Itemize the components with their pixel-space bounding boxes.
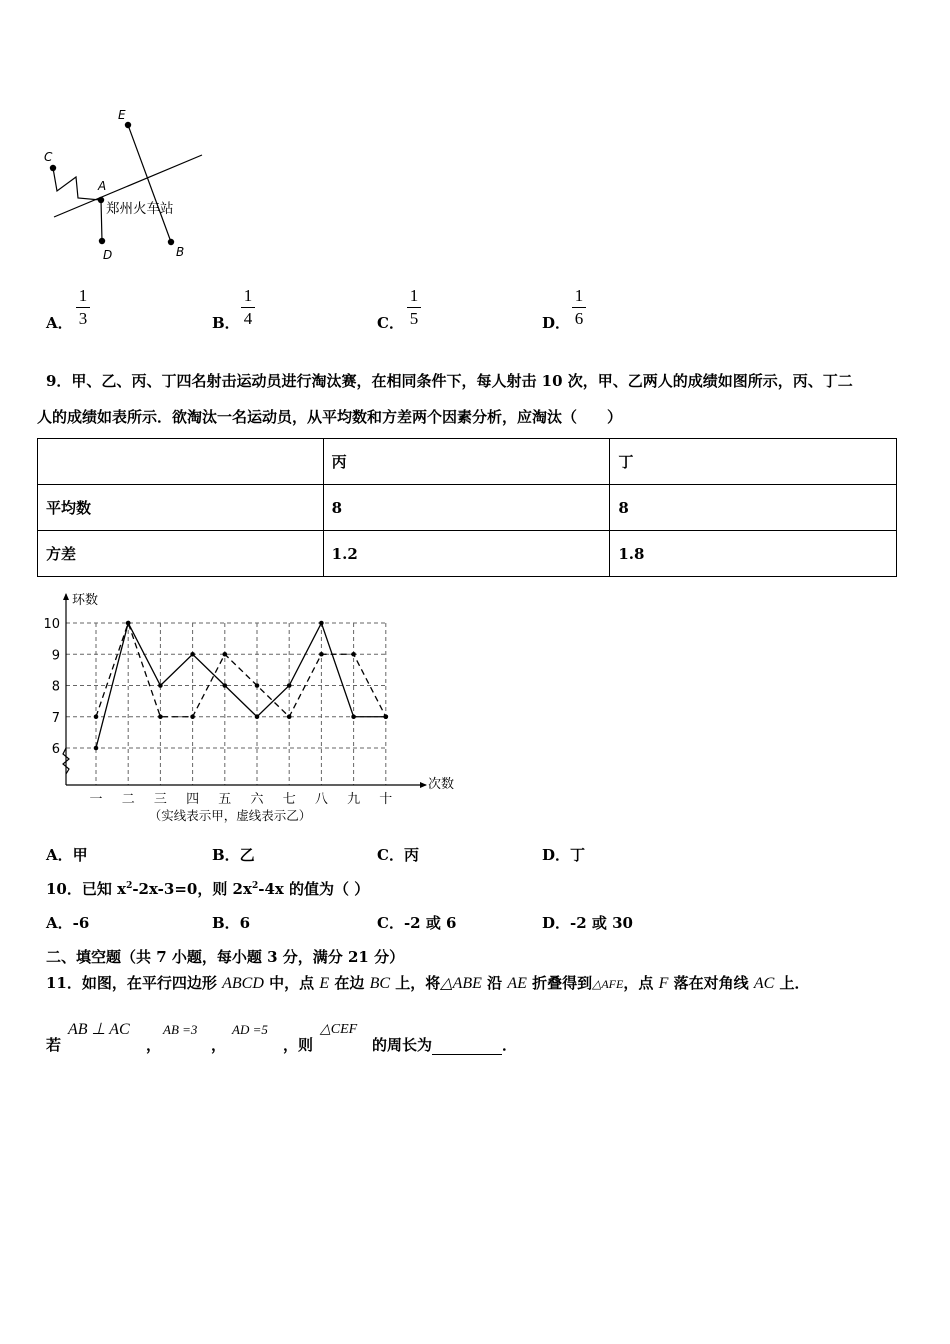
answer-blank[interactable] [432, 1039, 502, 1055]
label-e: E [118, 108, 126, 122]
q11-text: ， [211, 1036, 227, 1054]
q8-fraction-a: 1 3 [76, 286, 90, 329]
q8-fraction-d: 1 6 [572, 286, 586, 329]
q9-stem-line1: 9．甲、乙、丙、丁四名射击运动员进行淘汰赛，在相同条件下，每人射击 10 次，甲、乙两人的成绩如图所示，丙、丁二 [46, 372, 853, 390]
data-point [319, 652, 324, 657]
q8-choice-c[interactable]: C． [377, 314, 404, 332]
data-point [190, 714, 195, 719]
label-d: D [103, 248, 113, 262]
data-point [255, 714, 260, 719]
q11-math: △ABE [440, 975, 482, 992]
table-cell: 1.2 [323, 531, 610, 577]
data-point [287, 714, 292, 719]
q8-choice-a[interactable]: A． [46, 314, 73, 332]
x-tick-label: 五 [218, 792, 232, 807]
q11-math: F [658, 975, 669, 992]
data-point [287, 683, 292, 688]
x-tick-label: 四 [186, 792, 200, 807]
q11-condition-ad: AD =5 [232, 1022, 268, 1037]
x-tick-label: 十 [379, 792, 393, 807]
x-tick-label: 一 [89, 792, 103, 807]
q11-math: E [319, 975, 330, 992]
point-e-dot [125, 122, 131, 128]
q11-text: 上，将 [390, 974, 441, 992]
data-point [319, 621, 324, 626]
q10-expr: x [117, 880, 127, 898]
series-line-yi [96, 623, 386, 717]
q10-choice-b[interactable]: B．6 [212, 914, 251, 932]
y-tick-label: 6 [51, 742, 60, 757]
q11-text: ，点 [623, 974, 659, 992]
data-point [384, 714, 389, 719]
x-axis-label: 次数 [428, 777, 455, 792]
q10-exponent: 2 [126, 881, 133, 891]
q11-text: 若 [46, 1036, 62, 1054]
q10-prefix: 10．已知 [46, 880, 118, 898]
q11-stem-line1 [46, 972, 810, 993]
q8-fraction-c: 1 5 [407, 286, 421, 329]
data-point [351, 652, 356, 657]
x-axis-arrow [420, 782, 427, 788]
q10-exponent: 2 [251, 881, 259, 891]
table-row [38, 439, 897, 485]
data-point [94, 746, 99, 751]
label-c: C [44, 150, 53, 164]
q11-text: 11．如图，在平行四边形 [46, 974, 223, 992]
q11-triangle-cef: △CEF [320, 1022, 358, 1037]
q11-condition-perpendicular: AB ⊥ AC [68, 1021, 130, 1038]
y-tick-label: 8 [51, 679, 60, 695]
q11-math: ABCD [222, 975, 264, 992]
q10-choice-c[interactable]: C．-2 或 6 [377, 914, 457, 932]
q11-math: AE [507, 975, 527, 992]
table-header-ding: 丁 [610, 439, 897, 485]
label-b: B [176, 245, 185, 259]
x-tick-label: 六 [250, 792, 264, 807]
data-point [126, 621, 131, 626]
q11-text: 的周长为 [372, 1036, 433, 1054]
table-cell: 8 [323, 485, 610, 531]
x-tick-label: 三 [153, 792, 167, 807]
q11-math: AC [753, 975, 775, 992]
data-point [94, 714, 99, 719]
point-c-dot [50, 165, 56, 171]
data-point [158, 714, 163, 719]
data-point [255, 683, 260, 688]
q11-text: 在边 [329, 974, 370, 992]
station-label: 郑州火车站 [106, 201, 174, 217]
point-b-dot [168, 239, 174, 245]
table-row [38, 531, 897, 577]
table-cell: 8 [610, 485, 897, 531]
x-tick-label: 二 [121, 792, 135, 807]
q10-choice-d[interactable]: D．-2 或 30 [542, 914, 633, 932]
y-axis-arrow [63, 593, 69, 600]
q9-choice-c[interactable]: C．丙 [377, 846, 419, 864]
q11-text: 上． [774, 974, 810, 992]
q9-choice-d[interactable]: D．丁 [542, 846, 586, 864]
q11-math: △AFE [592, 977, 624, 991]
table-row [38, 485, 897, 531]
q8-map-figure [40, 105, 210, 265]
table-cell [38, 439, 324, 485]
q11-answer-line [372, 1034, 517, 1055]
q10-expr: -2x-3=0，则 2x [132, 880, 252, 898]
y-tick-label: 9 [51, 648, 60, 664]
label-a: A [98, 179, 107, 193]
data-point [351, 714, 356, 719]
q11-condition-ab: AB =3 [163, 1022, 198, 1037]
y-tick-label: 7 [51, 710, 60, 726]
q11-math: BC [369, 975, 391, 992]
q10-expr: -4x 的值为（ ） [258, 880, 370, 898]
data-point [223, 683, 228, 688]
q9-score-chart [38, 590, 458, 825]
point-d-dot [99, 238, 105, 244]
table-row-label-mean: 平均数 [38, 485, 324, 531]
q9-stem-line2: 人的成绩如表所示．欲淘汰一名运动员，从平均数和方差两个因素分析，应淘汰（ ） [37, 408, 623, 426]
q8-fraction-b: 1 4 [241, 286, 255, 329]
data-point [190, 652, 195, 657]
x-tick-label: 八 [314, 792, 328, 807]
table-header-bing: 丙 [323, 439, 610, 485]
table-row-label-variance: 方差 [38, 531, 324, 577]
table-cell: 1.8 [610, 531, 897, 577]
q11-text: 折叠得到 [526, 974, 593, 992]
q9-score-table [37, 438, 897, 577]
x-tick-label: 七 [282, 792, 296, 807]
q11-text: ． [502, 1036, 518, 1054]
data-point [223, 652, 228, 657]
q11-text: ， [146, 1036, 162, 1054]
section-heading: 二、填空题（共 7 小题，每小题 3 分，满分 21 分） [46, 948, 405, 966]
point-a-dot [98, 197, 104, 203]
y-axis-label: 环数 [72, 593, 99, 608]
x-tick-label: 九 [347, 792, 361, 807]
q10-choice-a[interactable]: A．-6 [46, 914, 90, 932]
data-point [158, 683, 163, 688]
q11-text: 沿 [481, 974, 508, 992]
q8-choice-b[interactable]: B． [212, 314, 240, 332]
q11-text: ，则 [283, 1036, 314, 1054]
q9-choice-a[interactable]: A．甲 [46, 846, 88, 864]
q11-text: 中，点 [263, 974, 320, 992]
q8-choice-d[interactable]: D． [542, 314, 571, 332]
q11-text: 落在对角线 [668, 974, 754, 992]
q9-choice-b[interactable]: B．乙 [212, 846, 255, 864]
y-tick-label: 10 [43, 617, 60, 632]
q10-stem [46, 878, 369, 899]
chart-caption: （实线表示甲，虚线表示乙） [148, 808, 312, 823]
